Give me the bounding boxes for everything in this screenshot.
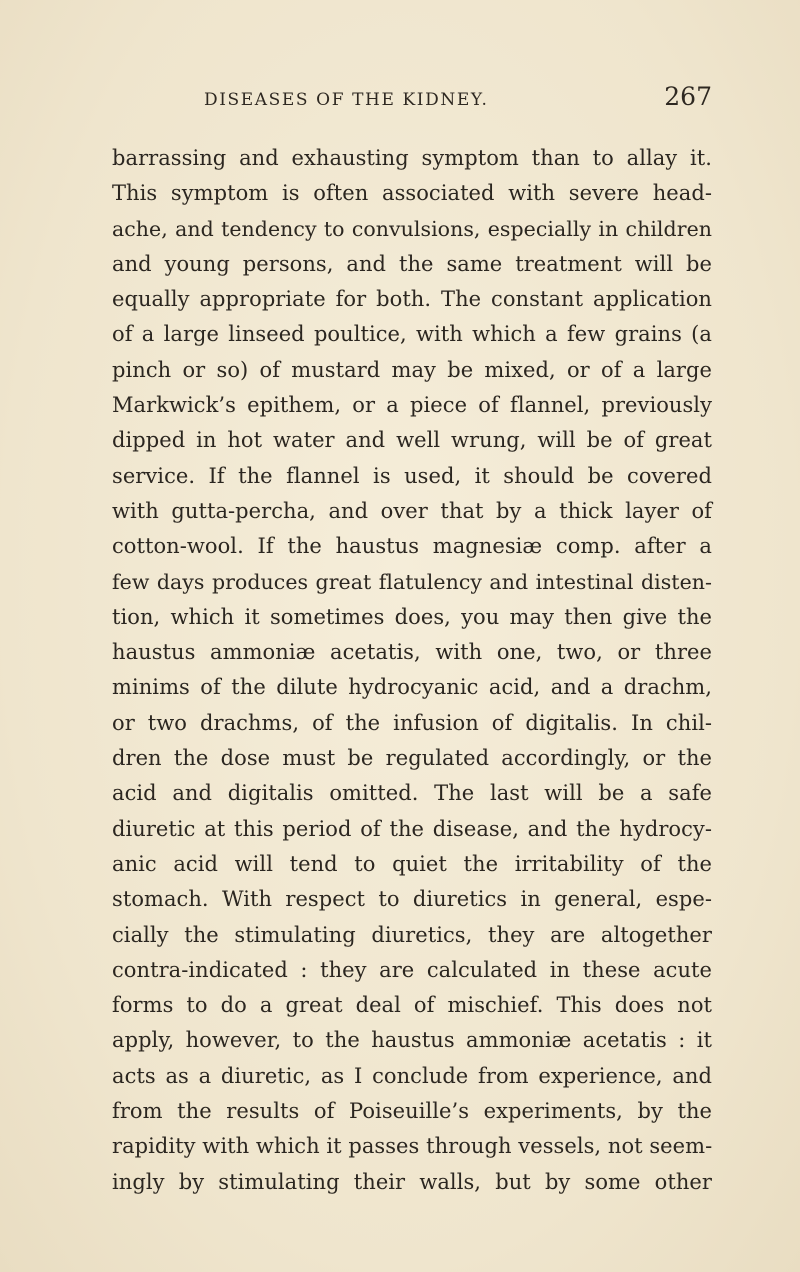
text-line: or two drachms, of the infusion of digitalis. In chil- [112, 710, 712, 735]
text-line: acts as a diuretic, as I conclude from experience, and [112, 1063, 712, 1088]
text-line: few days produces great flatulency and intestinal disten- [112, 569, 712, 594]
running-title: DISEASES OF THE KIDNEY. [204, 90, 489, 110]
text-line: dren the dose must be regulated accordingly, or the [112, 746, 712, 771]
text-line: tion, which it sometimes does, you may then give the [112, 604, 712, 629]
body-text [112, 141, 712, 1200]
text-line: equally appropriate for both. The constant application [112, 287, 712, 312]
text-line: Markwick’s epithem, or a piece of flannel, previously [112, 393, 712, 418]
text-line: dipped in hot water and well wrung, will be of great [112, 428, 712, 453]
text-line: forms to do a great deal of mischief. This does not [112, 993, 712, 1018]
text-line: service. If the flannel is used, it should be covered [112, 463, 712, 488]
text-line: of a large linseed poultice, with which a few grains (a [112, 322, 712, 347]
text-line: cotton-wool. If the haustus magnesiæ comp. after a [112, 534, 712, 559]
text-line: rapidity with which it passes through vessels, not seem- [112, 1134, 713, 1159]
text-line: anic acid will tend to quiet the irritability of the [112, 851, 712, 876]
text-line: minims of the dilute hydrocyanic acid, and a drachm, [112, 675, 712, 700]
text-line: and young persons, and the same treatment will be [112, 251, 712, 276]
text-line: barrassing and exhausting symptom than to allay it. [112, 146, 712, 170]
text-line: ingly by stimulating their walls, but by some other [112, 1169, 712, 1194]
text-line: This symptom is often associated with severe head- [112, 181, 712, 206]
text-line: from the results of Poiseuille’s experiments, by the [112, 1099, 712, 1124]
text-line: contra-indicated : they are calculated in these acute [112, 957, 712, 982]
text-line: ache, and tendency to convulsions, especially in children [112, 216, 712, 241]
text-line: with gutta-percha, and over that by a thick layer of [112, 498, 712, 523]
text-line: diuretic at this period of the disease, and the hydrocy- [112, 816, 712, 841]
text-line: haustus ammoniæ acetatis, with one, two, or three [112, 640, 712, 665]
text-line: acid and digitalis omitted. The last will be a safe [112, 781, 712, 806]
text-line: stomach. With respect to diuretics in general, espe- [112, 887, 712, 912]
page-number: 267 [664, 82, 712, 111]
text-line: cially the stimulating diuretics, they are altogether [112, 922, 712, 947]
running-head [112, 82, 712, 118]
text-line: apply, however, to the haustus ammoniæ acetatis : it [112, 1028, 712, 1053]
text-line: pinch or so) of mustard may be mixed, or of a large [112, 357, 712, 382]
